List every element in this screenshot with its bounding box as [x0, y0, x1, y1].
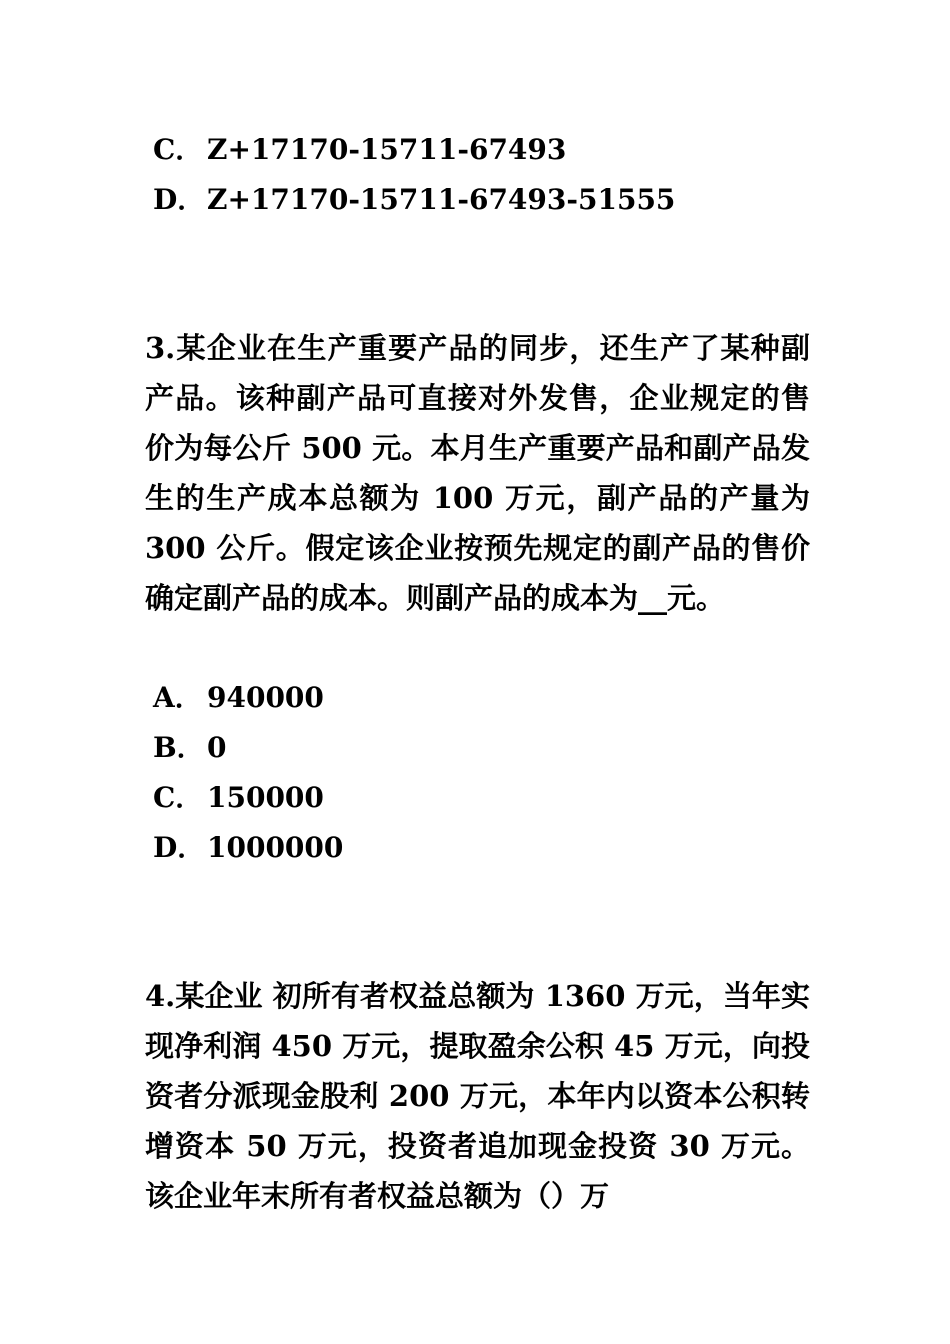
q2-option-c	[153, 125, 566, 175]
q3-option-d	[153, 823, 343, 873]
q2-option-d	[153, 175, 675, 225]
option-text: 1000000	[207, 831, 344, 864]
option-letter: D．	[153, 831, 206, 864]
option-letter: B．	[153, 731, 205, 764]
option-text: 0	[207, 731, 227, 764]
question-4-text: 4.某企业 初所有者权益总额为 1360 万元，当年实现净利润 450 万元，提取盈余公积 45 万元，向投资者分派现金股利 200 万元，本年内以资本公积转增资本 50 万元，投资者追加现金投资 30 万元。该企业年末所有者权益总额为（）万	[145, 979, 810, 1213]
option-letter: D．	[153, 183, 206, 216]
option-letter: C．	[153, 133, 204, 166]
option-text: 150000	[207, 781, 324, 814]
q3-option-c	[153, 773, 324, 823]
option-letter: C．	[153, 781, 204, 814]
q3-option-b	[153, 723, 226, 773]
option-letter: A．	[153, 681, 203, 714]
option-text: Z+17170-15711-67493	[207, 133, 567, 166]
question-3-text: 3.某企业在生产重要产品的同步，还生产了某种副产品。该种副产品可直接对外发售，企业规定的售价为每公斤 500 元。本月生产重要产品和副产品发生的生产成本总额为 100 万元，副产品的产量为 300 公斤。假定该企业按预先规定的副产品的售价确定副产品的成本。则副产品的成本为__元。	[145, 331, 810, 615]
q3-option-a	[153, 673, 324, 723]
option-text: Z+17170-15711-67493-51555	[207, 183, 676, 216]
option-text: 940000	[207, 681, 324, 714]
